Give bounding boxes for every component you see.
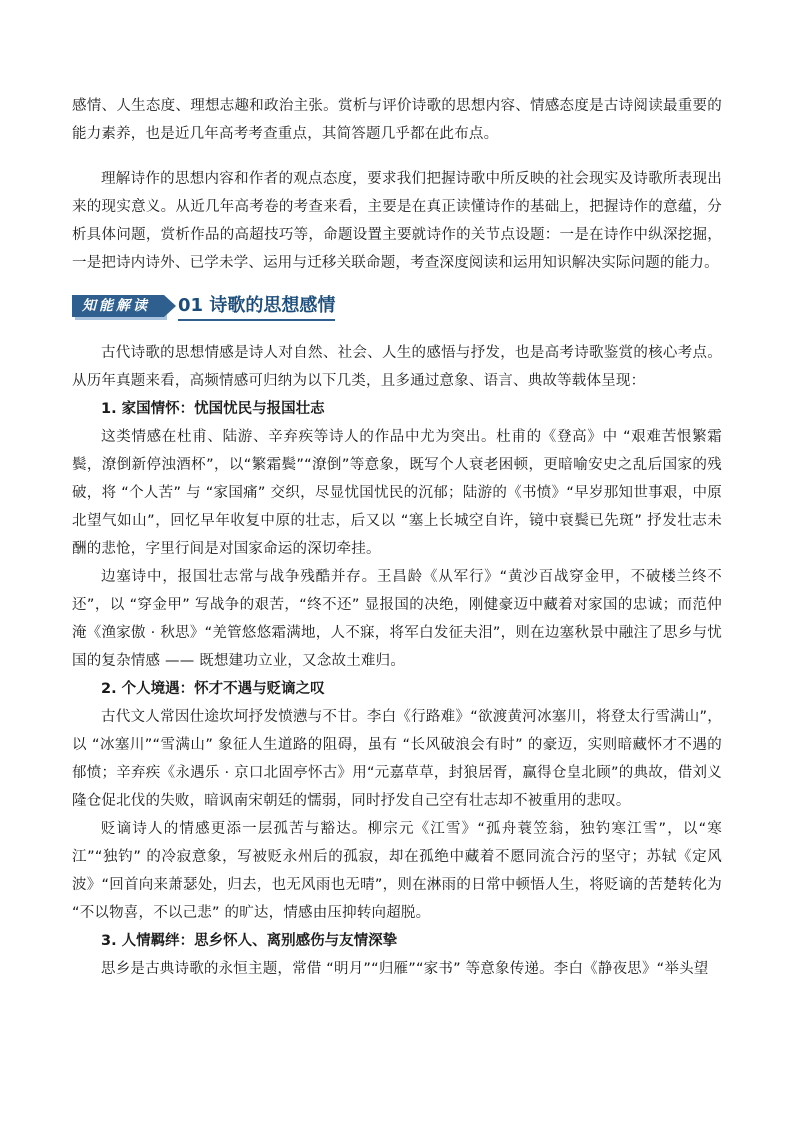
section-badge: 知能解读 xyxy=(72,295,164,317)
item-2-paragraph-2: 贬谪诗人的情感更添一层孤苦与豁达。柳宗元《江雪》“孤舟蓑笠翁，独钓寒江雪”，以“寒江”“独钓” 的冷寂意象，写被贬永州后的孤寂，却在孤绝中藏着不愿同流合污的坚守；苏轼《定风波》“回首向来萧瑟处，归去，也无风雨也无晴”，则在淋雨的日常中顿悟人生，将贬谪的苦楚转化为 “不以物喜，不以己悲” 的旷达，情感由压抑转向超脱。 xyxy=(72,821,722,921)
item-heading-1: 1. 家国情怀：忧国忧民与报国壮志 xyxy=(101,401,325,417)
item-1-paragraph-2: 边塞诗中，报国壮志常与战争残酷并存。王昌龄《从军行》“黄沙百战穿金甲，不破楼兰终不还”，以 “穿金甲” 写战争的艰苦，“终不还” 显报国的决绝，刚健豪迈中藏着对家国的忠诚；而范仲淹《渔家傲 · 秋思》“羌管悠悠霜满地，人不寐，将军白发征夫泪”，则在边塞秋景中融注了思乡与忧国的复杂情感 —— 既想建功立业，又念故土难归。 xyxy=(72,569,722,669)
intro-paragraph-1: 感情、人生态度、理想志趣和政治主张。赏析与评价诗歌的思想内容、情感态度是古诗阅读最重要的能力素养，也是近几年高考考查重点，其简答题几乎都在此布点。 xyxy=(72,98,722,142)
item-heading-2: 2. 个人境遇：怀才不遇与贬谪之叹 xyxy=(101,681,325,697)
section-header xyxy=(72,291,722,321)
item-3-paragraph-1: 思乡是古典诗歌的永恒主题，常借 “明月”“归雁”“家书” 等意象传递。李白《静夜思》“举头望 xyxy=(101,961,709,977)
item-heading-3: 3. 人情羁绊：思乡怀人、离别感伤与友情深挚 xyxy=(101,933,398,949)
section-title: 01 诗歌的思想感情 xyxy=(178,291,335,321)
item-2-paragraph-1: 古代文人常因仕途坎坷抒发愤懑与不甘。李白《行路难》“欲渡黄河冰塞川，将登太行雪满山”，以 “冰塞川”“雪满山” 象征人生道路的阻碍，虽有 “长风破浪会有时” 的豪迈，实则暗藏怀才不遇的郁愤；辛弃疾《永遇乐 · 京口北固亭怀古》用“元嘉草草，封狼居胥，赢得仓皇北顾”的典故，借刘义隆仓促北伐的失败，暗讽南宋朝廷的懦弱，同时抒发自己空有壮志却不被重用的悲叹。 xyxy=(72,709,722,809)
document-page xyxy=(72,92,722,983)
intro-paragraph-2: 理解诗作的思想内容和作者的观点态度，要求我们把握诗歌中所反映的社会现实及诗歌所表现出来的现实意义。从近几年高考卷的考查来看，主要是在真正读懂诗作的基础上，把握诗作的意蕴，分析具体问题，赏析作品的高超技巧等，命题设置主要就诗作的关节点设题：一是在诗作中纵深挖掘，一是把诗内诗外、已学未学、运用与迁移关联命题，考查深度阅读和运用知识解决实际问题的能力。 xyxy=(72,171,722,271)
item-1-paragraph-1: 这类情感在杜甫、陆游、辛弃疾等诗人的作品中尤为突出。杜甫的《登高》中 “艰难苦恨繁霜鬓，潦倒新停浊酒杯”，以“繁霜鬓”“潦倒”等意象，既写个人衰老困顿，更暗喻安史之乱后国家的残破，将 “个人苦” 与 “家国痛” 交织，尽显忧国忧民的沉郁；陆游的《书愤》“早岁那知世事艰，中原北望气如山”，回忆早年收复中原的壮志，后又以 “塞上长城空自许，镜中衰鬓已先斑” 抒发壮志未酬的悲怆，字里行间是对国家命运的深切牵挂。 xyxy=(72,429,722,557)
section-intro: 古代诗歌的思想情感是诗人对自然、社会、人生的感悟与抒发，也是高考诗歌鉴赏的核心考点。从历年真题来看，高频情感可归纳为以下几类，且多通过意象、语言、典故等载体呈现： xyxy=(72,345,722,389)
